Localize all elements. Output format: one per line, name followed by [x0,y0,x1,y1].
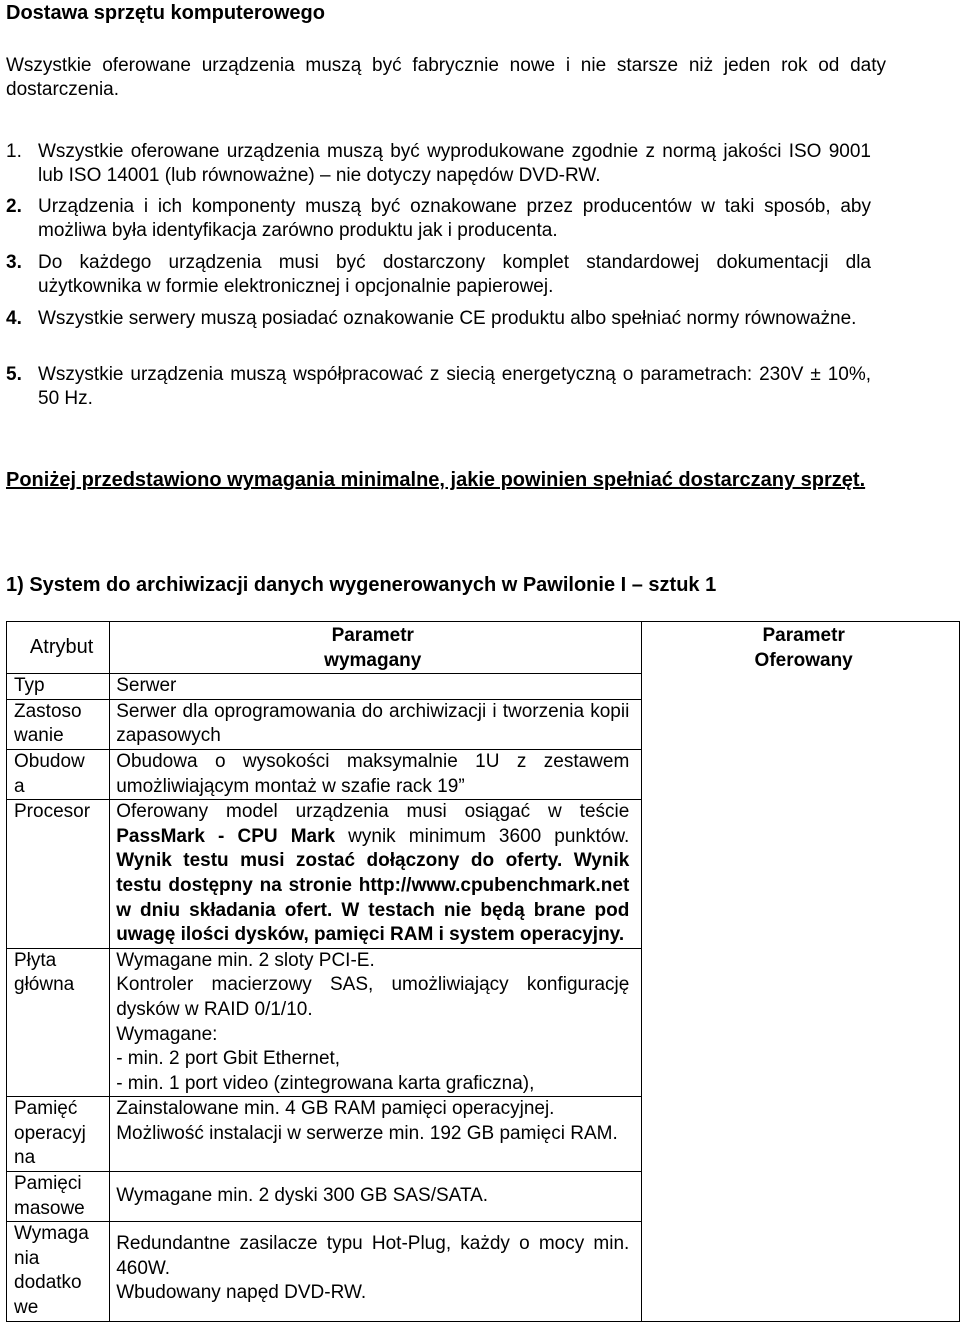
attr-line: masowe [14,1197,85,1219]
header-attribute: Atrybut [7,622,110,674]
processor-min-score: wynik minimum 3600 punktów. [335,825,630,847]
header-required-line1: Parametr [331,625,414,646]
attr-line: operacyj [14,1122,86,1144]
attr-cell [7,1172,110,1222]
item-number: 4. [6,308,22,329]
header-offered [642,622,960,1322]
item-number: 5. [6,364,22,385]
attr-line: Zastoso [14,700,82,722]
item-number: 3. [6,252,22,273]
value-cell: Obudowa o wysokości maksymalnie 1U z zestawem umożliwiającym montaż w szafie rack 19” [110,749,642,799]
header-required-line2: wymagany [324,649,422,671]
item-text: Urządzenia i ich komponenty muszą być oznakowane przez producentów w taki sposób, aby możliwa była identyfikacja zarówno produktu jak i producenta. [38,196,871,241]
header-offered-line2: Oferowany [754,649,853,671]
attr-cell: Typ [7,674,110,700]
attr-line: Pamięć [14,1098,78,1120]
document-title: Dostawa sprzętu komputerowego [6,2,325,24]
item-text: Wszystkie serwery muszą posiadać oznakowanie CE produktu albo spełniać normy równoważne. [38,308,857,329]
attr-cell [7,1097,110,1172]
attr-line: na [14,1147,36,1169]
attr-line: Obudow [14,750,85,772]
header-offered-line1: Parametr [762,625,845,646]
value-cell: Wymagane min. 2 dyski 300 GB SAS/SATA. [110,1172,642,1222]
item-text: Wszystkie urządzenia muszą współpracować z siecią energetyczną o parametrach: 230V ± 10%, 50 Hz. [38,364,871,409]
value-cell: Serwer [110,674,642,700]
processor-text: Oferowany model urządzenia musi osiągać w teście [116,801,630,823]
requirements-note: Poniżej przedstawiono wymagania minimalne, jakie powinien spełniać dostarczany sprzęt. [6,469,866,491]
attr-line: nia [14,1247,40,1269]
value-line: Wbudowany napęd DVD-RW. [116,1282,367,1304]
value-cell [110,800,642,949]
value-line: Wymagane min. 2 sloty PCI-E. [116,949,375,971]
item-number: 1. [6,141,22,162]
attr-line: główna [14,974,75,996]
attr-cell [7,948,110,1097]
attr-line: wanie [14,725,64,747]
value-cell [110,1222,642,1321]
header-required [110,622,642,674]
attr-cell [7,1222,110,1321]
section-title: 1) System do archiwizacji danych wygenerowanych w Pawilonie I – sztuk 1 [6,574,717,596]
attr-line: Pamięci [14,1173,82,1195]
intro-paragraph: Wszystkie oferowane urządzenia muszą być fabrycznie nowe i nie starsze niż jeden rok od daty dostarczenia. [6,55,886,100]
attr-line: we [14,1297,39,1319]
value-line: - min. 1 port video (zintegrowana karta graficzna), [116,1072,535,1094]
value-line: - min. 2 port Gbit Ethernet, [116,1048,341,1070]
attr-line: dodatko [14,1272,82,1294]
value-cell: Zainstalowane min. 4 GB RAM pamięci operacyjnej. Możliwość instalacji w serwerze min. 192 GB pamięci RAM. [110,1097,642,1172]
attr-cell: Procesor [7,800,110,949]
item-number: 2. [6,196,22,217]
item-text: Do każdego urządzenia musi być dostarczony komplet standardowej dokumentacji dla użytkownika w formie elektronicznej i opcjonalnie papierowej. [38,252,871,297]
value-line: Redundantne zasilacze typu Hot-Plug, każdy o mocy min. 460W. [116,1233,630,1279]
table-header-row [7,622,960,674]
value-cell: Serwer dla oprogramowania do archiwizacji i tworzenia kopii zapasowych [110,699,642,749]
attr-line: Płyta [14,949,57,971]
requirements-table [6,621,960,1322]
attr-cell [7,699,110,749]
value-cell [110,948,642,1097]
processor-benchmark: PassMark - CPU Mark [116,825,336,847]
item-text: Wszystkie oferowane urządzenia muszą być wyprodukowane zgodnie z normą jakości ISO 9001 lub ISO 14001 (lub równoważne) – nie dotyczy napędów DVD-RW. [38,141,871,186]
processor-note: Wynik testu musi zostać dołączony do oferty. Wynik testu dostępny na stronie http://www.cpubenchmark.net w dniu składania ofert. W testach nie będą brane pod uwagę ilości dysków, pamięci RAM i system operacyjny. [116,850,630,946]
attr-line: Wymaga [14,1223,89,1245]
attr-cell [7,749,110,799]
attr-line: a [14,775,25,797]
value-line: Wymagane: [116,1023,218,1045]
value-line: Kontroler macierzowy SAS, umożliwiający konfigurację dysków w RAID 0/1/10. [116,974,630,1020]
